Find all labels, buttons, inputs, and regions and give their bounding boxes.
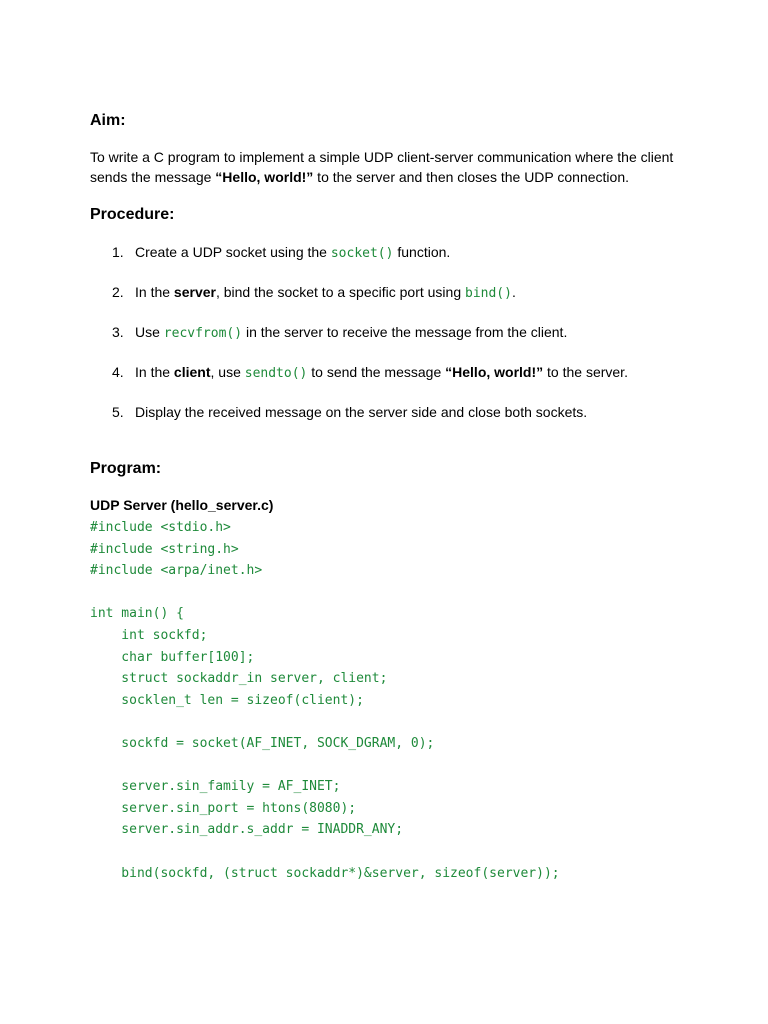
program-heading: Program: — [90, 460, 162, 477]
step-text: . — [511, 284, 516, 300]
inline-code: sendto() — [244, 366, 308, 381]
step-number: 1. — [112, 244, 124, 260]
step-number: 2. — [112, 284, 124, 300]
step-number: 5. — [112, 404, 124, 420]
step-text: function. — [393, 244, 451, 260]
step-text: Use — [135, 324, 164, 340]
procedure-step — [112, 322, 567, 344]
aim-paragraph — [90, 147, 690, 187]
inline-code: socket() — [330, 246, 394, 261]
procedure-step — [112, 402, 587, 422]
step-text: In the — [135, 284, 174, 300]
step-text: In the — [135, 364, 174, 380]
step-text: in the server to receive the message from the client. — [242, 324, 568, 340]
inline-code: recvfrom() — [163, 326, 243, 341]
aim-bold-message: “Hello, world!” — [215, 169, 314, 185]
procedure-step — [112, 282, 516, 304]
step-number: 3. — [112, 324, 124, 340]
server-file-title: UDP Server (hello_server.c) — [90, 497, 274, 513]
step-text: , bind the socket to a specific port using — [215, 284, 465, 300]
procedure-step — [112, 242, 450, 264]
step-text: to send the message — [307, 364, 446, 380]
step-text: , use — [210, 364, 245, 380]
procedure-heading: Procedure: — [90, 206, 175, 223]
aim-text-after: to the server and then closes the UDP connection. — [313, 169, 630, 185]
server-code-block: #include <stdio.h> #include <string.h> #include <arpa/inet.h> int main() { int sockfd; char buffer[100]; struct sockaddr_in server, client; socklen_t len = sizeof(client); sockfd = socket(AF_INET, SOCK_DGRAM, 0); server.sin_family = AF_INET; server.sin_port = htons(8080); server.sin_addr.s_addr = INADDR_ANY; bind(sockfd, (struct sockaddr*)&server, sizeof(server)); — [90, 520, 560, 881]
aim-text-before: To write a C program to implement a simple UDP client-server communication where the client sends the message — [90, 149, 674, 185]
inline-code: bind() — [465, 286, 512, 301]
step-text: Create a UDP socket using the — [135, 244, 331, 260]
step-bold: “Hello, world!” — [445, 364, 544, 380]
step-bold: server — [173, 284, 216, 300]
step-bold: client — [173, 364, 211, 380]
step-text: to the server. — [543, 364, 628, 380]
step-number: 4. — [112, 364, 124, 380]
aim-heading: Aim: — [90, 112, 126, 129]
step-text: Display the received message on the server side and close both sockets. — [135, 404, 588, 420]
procedure-step — [112, 362, 628, 384]
